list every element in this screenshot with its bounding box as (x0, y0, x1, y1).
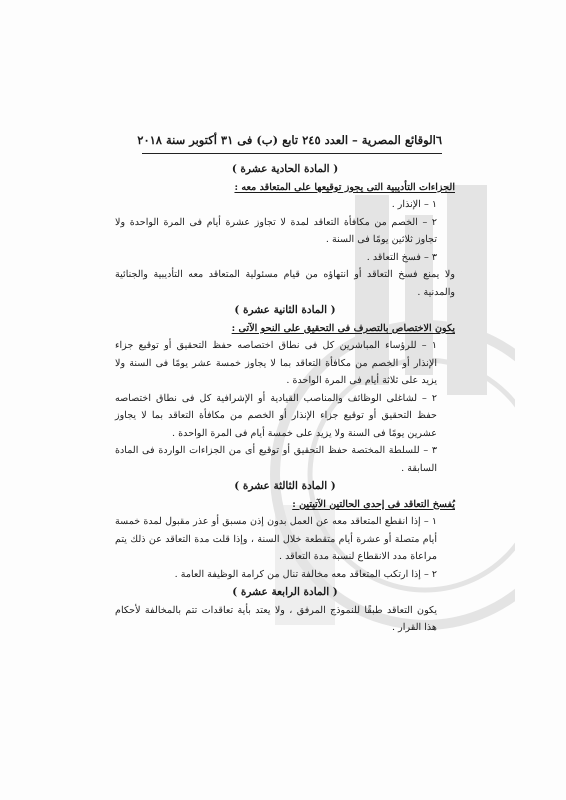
article-12-item: ٢ – لشاغلى الوظائف والمناصب القيادية أو الإشرافية كل فى نطاق اختصاصه حفظ التحقيق أو توقيع جزاء الإنذار أو الخصم من مكافأة التعاقد بما لا يجاوز عشرين يومًا فى السنة ولا يزيد على خمسة أيام فى المرة الواحدة . (115, 392, 437, 439)
article-13-item: ٢ – إذا ارتكب المتعاقد معه مخالفة تنال من كرامة الوظيفة العامة . (174, 568, 437, 580)
article-14-body: يكون التعاقد طبقًا للنموذج المرفق ، ولا يعتد بأية تعاقدات تتم بالمخالفة لأحكام هذا القرار . (115, 604, 437, 633)
article-11-title: ( المادة الحادية عشرة ) (231, 163, 339, 175)
page-header (137, 133, 442, 147)
gazette-issue-line: الوقائع المصرية – العدد ٢٤٥ تابع (ب) فى ٣١ أكتوبر سنة ٢٠١٨ (137, 133, 436, 147)
header-divider (142, 153, 442, 154)
article-12-intro: يكون الاختصاص بالتصرف فى التحقيق على النحو الآتى : (231, 322, 455, 334)
article-11-item: ١ – الإنذار . (391, 199, 437, 210)
article-14-title: ( المادة الرابعة عشرة ) (232, 586, 338, 598)
document-body (115, 160, 455, 637)
article-11-intro: الجزاءات التأديبية التى يجوز توقيعها على المتعاقد معه : (234, 181, 455, 193)
page-number: ٦ (435, 133, 442, 147)
article-13-intro: يُفسخ التعاقد فى إحدى الحالتين الآتيتين : (292, 498, 455, 510)
article-12-item: ٣ – للسلطة المختصة حفظ التحقيق أو توقيع أى من الجزاءات الواردة فى المادة السابقة . (115, 445, 437, 474)
article-13-title: ( المادة الثالثة عشرة ) (234, 480, 336, 492)
article-11-item: ٣ – فسخ التعاقد . (366, 251, 437, 263)
article-13-item: ١ – إذا انقطع المتعاقد معه عن العمل بدون إذن مسبق أو عذر مقبول لمدة خمسة أيام متصلة أو عشرة أيام متقطعة خلال السنة ، وإذا قلت مدة التعاقد عن ذلك يتم مراعاة مدد الانقطاع لنسبة مدة التعاقد . (115, 516, 437, 562)
article-11-closing: ولا يمنع فسخ التعاقد أو انتهاؤه من قيام مسئولية المتعاقد معه التأديبية والجنائية والمدنية . (115, 269, 455, 298)
article-12-title: ( المادة الثانية عشرة ) (234, 304, 336, 316)
article-12-item: ١ – للرؤساء المباشرين كل فى نطاق اختصاصه حفظ التحقيق أو توقيع جزاء الإنذار أو الخصم من مكافأة التعاقد بما لا يجاوز خمسة عشر يومًا فى السنة ولا يزيد على ثلاثة أيام فى المرة الواحدة . (115, 340, 437, 386)
article-11-item: ٢ – الخصم من مكافأة التعاقد لمدة لا تجاوز عشرة أيام فى المرة الواحدة ولا تجاوز ثلاثين يومًا فى السنة . (115, 216, 437, 245)
